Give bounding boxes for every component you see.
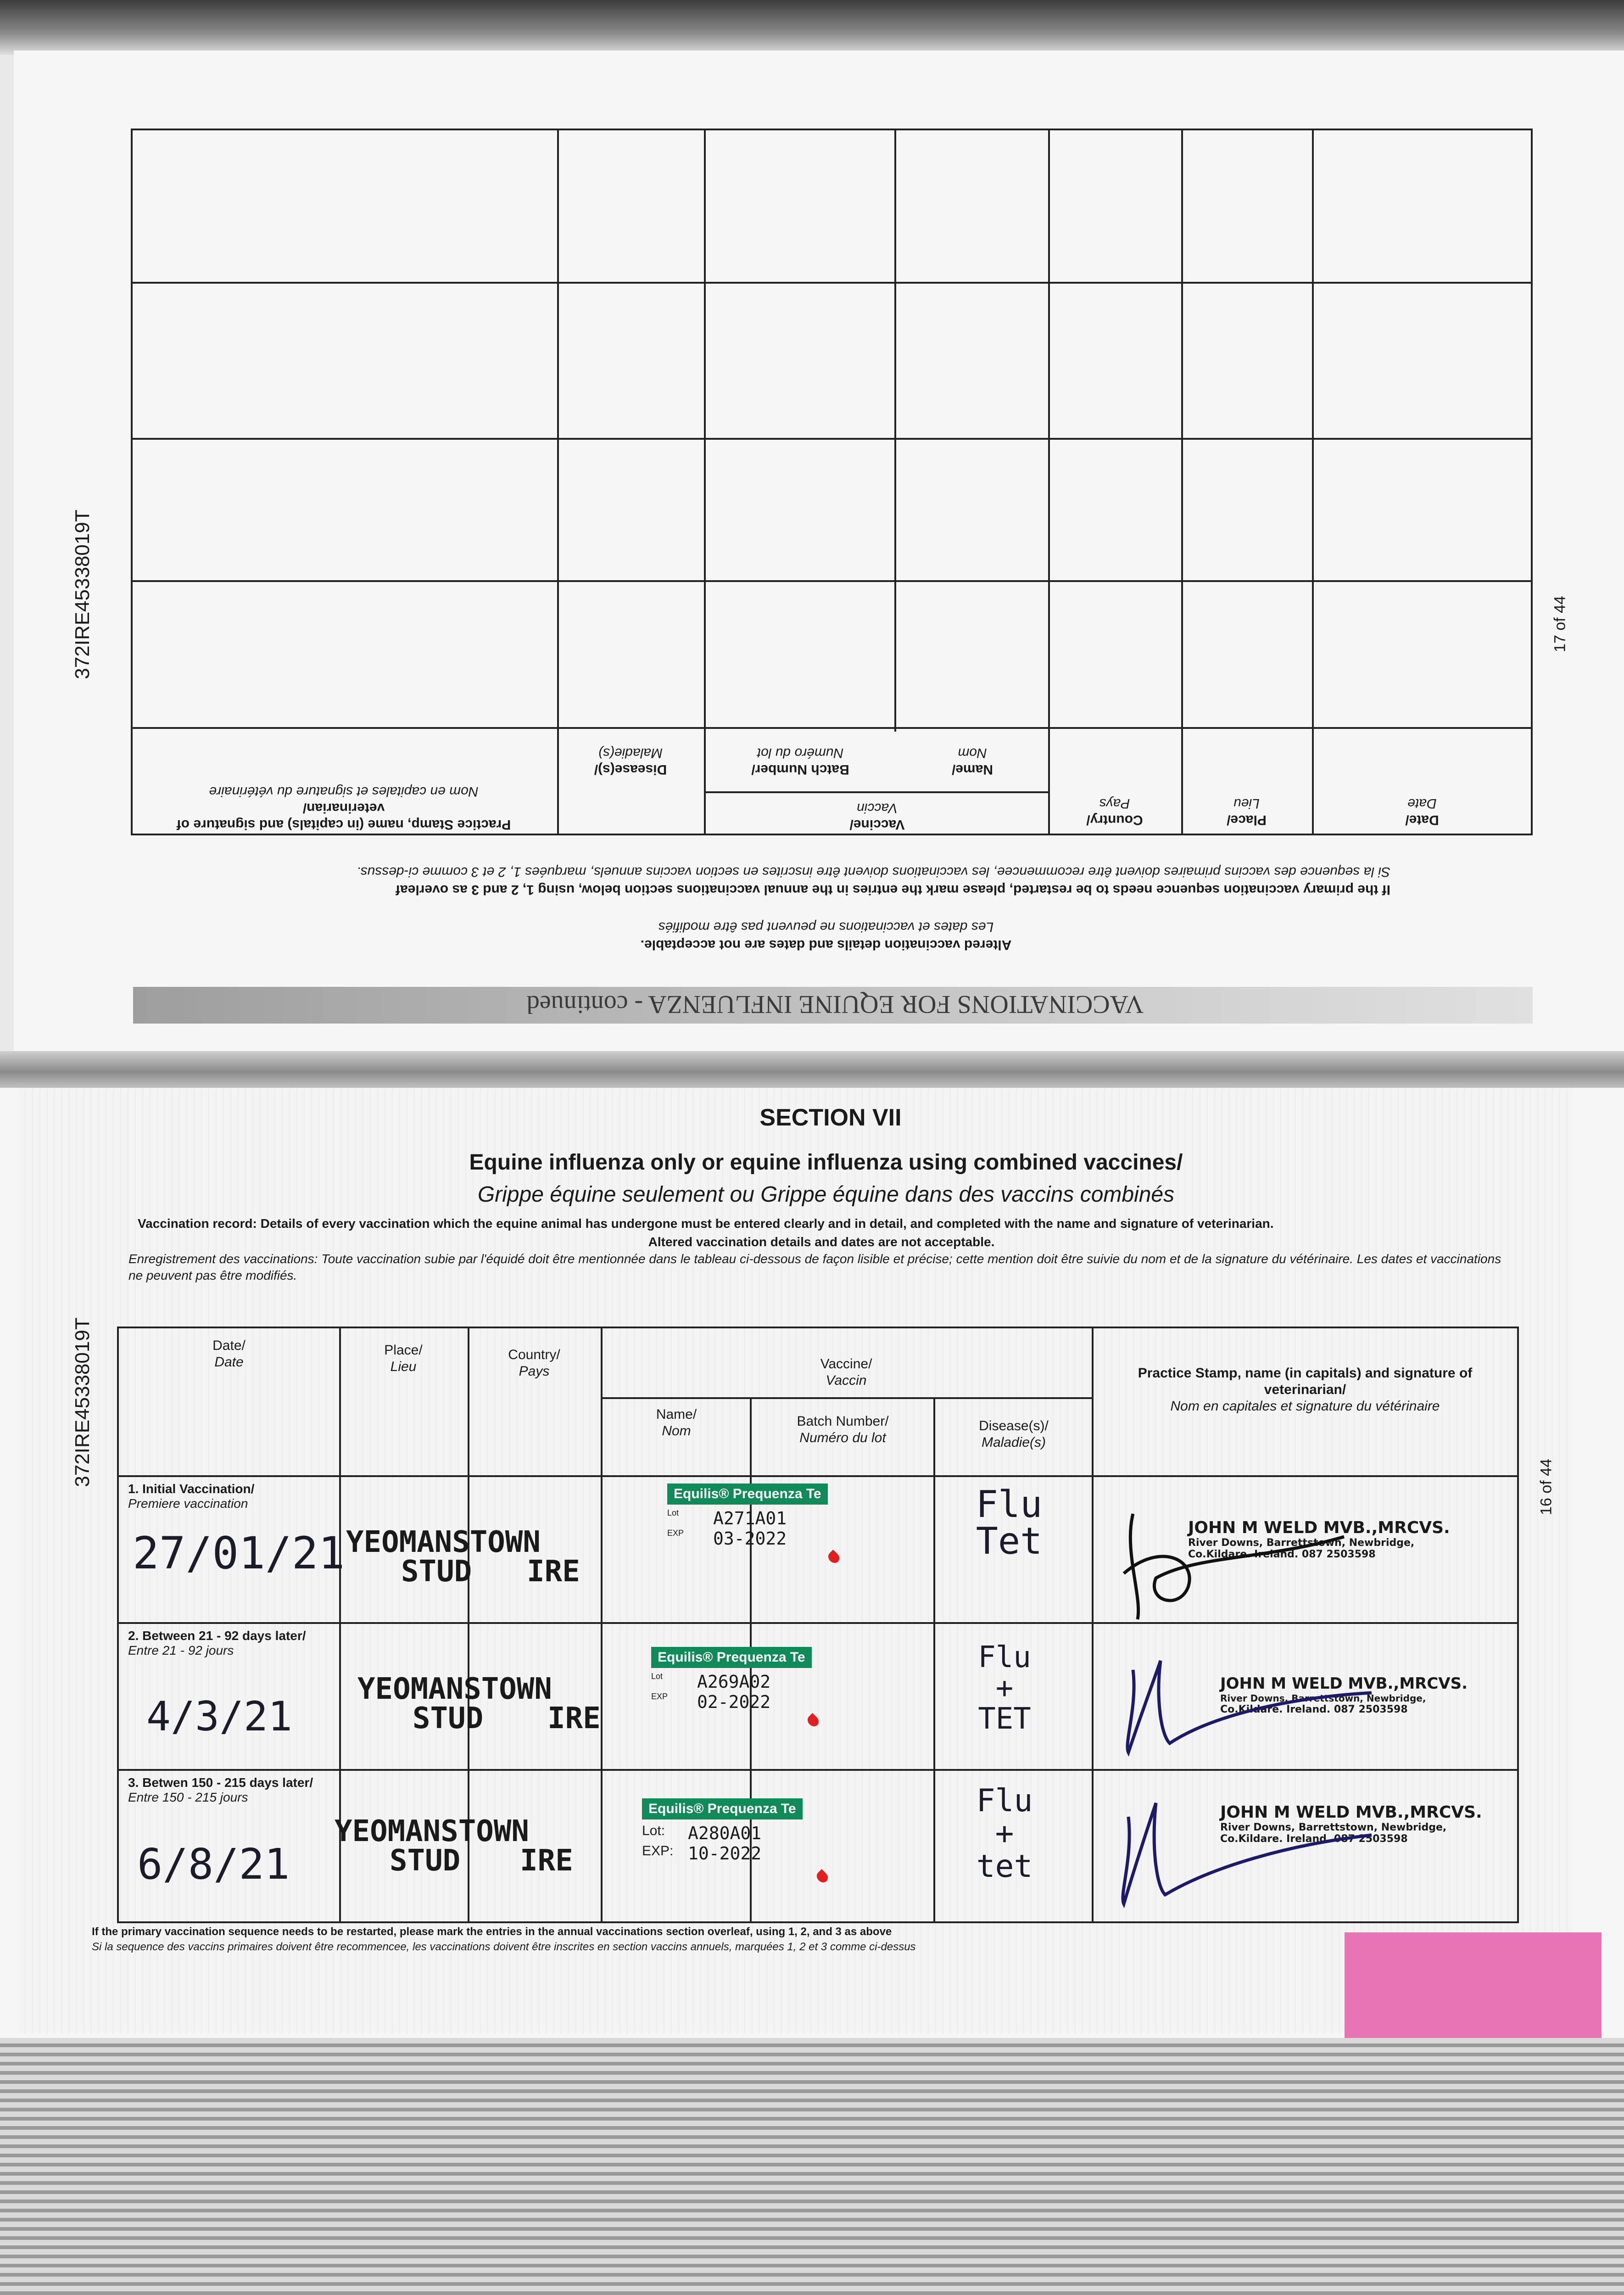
footnote-fr: Si la sequence des vaccins primaires doivent être recommencee, les vaccinations doivent être inscrites en section vaccins annuels, marquées 1, 2 et 3 comme ci-dessus xyxy=(92,1941,916,1953)
table-row xyxy=(119,1477,1517,1622)
header-name: Name/ Nom xyxy=(656,1407,697,1439)
table-row xyxy=(119,1771,1517,1922)
top-header-stamp: Practice Stamp, name (in capitals) and signature of veterinarian/ Nom en capitales et signature du vétérinaire xyxy=(176,784,511,832)
section-heading-fr: Grippe équine seulement ou Grippe équine dans des vaccins combinés xyxy=(477,1182,1175,1207)
header-disease: Disease(s)/ Maladie(s) xyxy=(979,1418,1049,1450)
header-vaccine: Vaccine/ Vaccin xyxy=(820,1356,872,1388)
vaccination-date: 27/01/21 xyxy=(133,1528,345,1579)
footnote-en: If the primary vaccination sequence needs to be restarted, please mark the entries in the annual vaccinations section overleaf, using 1, 2, and 3 as above xyxy=(92,1926,892,1938)
top-page-table xyxy=(131,129,1533,835)
scan-bottom-edge xyxy=(0,2038,1624,2295)
vet-signature xyxy=(1105,1642,1390,1762)
disease: Flu + TET xyxy=(978,1640,1031,1736)
page-gutter xyxy=(0,1051,1624,1092)
top-header-vaccine: Vaccine/ Vaccin xyxy=(849,800,905,832)
vet-stamp: JOHN M WELD MVB.,MRCVS. River Downs, Barrettstown, Newbridge, Co.Kildare. Ireland. 087 2503598 xyxy=(1220,1803,1482,1845)
vaccine-label-sticker: Equilis® Prequenza Te Lot A271A01 EXP 03-2022 xyxy=(667,1483,837,1549)
top-header-name: Name/ Nom xyxy=(951,745,993,777)
place-stamp: YEOMANSTOWN STUD IRE xyxy=(335,1814,573,1878)
drop-icon xyxy=(815,1869,830,1885)
header-stamp: Practice Stamp, name (in capitals) and signature of veterinarian/ Nom en capitales et signature du vétérinaire xyxy=(1138,1366,1473,1414)
bottom-id-code: 372IRE45338019T xyxy=(71,1317,94,1487)
top-altered-note: Altered vaccination details and dates are not acceptable. Les dates et vaccinations ne peuvent pas être modifiés xyxy=(640,919,1012,952)
header-date: Date/ Date xyxy=(212,1338,246,1370)
place-stamp: YEOMANSTOWN STUD IRE xyxy=(346,1525,580,1589)
vaccine-label-sticker: Equilis® Prequenza Te Lot A269A02 EXP 02-2022 xyxy=(651,1647,826,1712)
row-label: 3. Betwen 150 - 215 days later/ Entre 150 - 215 jours xyxy=(128,1775,313,1804)
vaccination-date: 4/3/21 xyxy=(146,1693,292,1740)
top-header-date: Date/ Date xyxy=(1405,796,1439,828)
top-page-number: 17 of 44 xyxy=(1551,596,1569,652)
vet-signature xyxy=(1096,1780,1390,1913)
vet-stamp: JOHN M WELD MVB.,MRCVS. River Downs, Barrettstown, Newbridge, Co.Kildare. Ireland. 087 2503598 xyxy=(1188,1518,1450,1560)
vaccination-date: 6/8/21 xyxy=(137,1840,290,1889)
vet-stamp: JOHN M WELD MVB.,MRCVS. River Downs, Barrettstown, Newbridge, Co.Kildare. Ireland. 087 2503598 xyxy=(1220,1674,1468,1715)
section-title: SECTION VII xyxy=(759,1104,902,1131)
sticky-note xyxy=(1345,1932,1602,2038)
top-banner-text: VACCINATIONS FOR EQUINE INFLUENZA - continued xyxy=(526,990,1144,1019)
top-id-code: 372IRE45338019T xyxy=(71,509,94,679)
section-heading-en: Equine influenza only or equine influenza using combined vaccines/ xyxy=(469,1150,1183,1175)
row-label: 1. Initial Vaccination/ Premiere vaccination xyxy=(128,1482,255,1511)
vaccine-label-sticker: Equilis® Prequenza Te Lot: A280A01 EXP: 10-2022 xyxy=(642,1798,835,1864)
top-header-country: Country/ Pays xyxy=(1086,796,1143,828)
table-row xyxy=(119,1624,1517,1769)
row-label: 2. Between 21 - 92 days later/ Entre 21 - 92 jours xyxy=(128,1629,306,1657)
altered-text-en: Altered vaccination details and dates are not acceptable. xyxy=(648,1235,995,1249)
disease: Flu Tet xyxy=(976,1483,1043,1562)
place-stamp: YEOMANSTOWN STUD IRE xyxy=(357,1672,601,1735)
record-text-en: Vaccination record: Details of every vaccination which the equine animal has undergone must be entered clearly and in detail, and completed with the name and signature of veterinarian. xyxy=(138,1216,1274,1231)
bottom-page-number: 16 of 44 xyxy=(1537,1459,1555,1515)
header-country: Country/ Pays xyxy=(508,1347,560,1379)
drop-icon xyxy=(805,1713,821,1729)
header-batch: Batch Number/ Numéro du lot xyxy=(797,1414,889,1445)
record-text-fr: Enregistrement des vaccinations: Toute vaccination subie par l'équidé doit être mentionnée dans le tableau ci-dessous de façon lisible et précise; cette mention doit être suivie du nom et de la signature du vétérinaire. Les dates et vaccinations ne peuvent pas être modifiés. xyxy=(128,1252,1501,1283)
vaccination-table xyxy=(117,1327,1519,1923)
top-restart-note: If the primary vaccination sequence needs to be restarted, please mark the entries in the annual vaccinations section below, using 1, 2 and 3 as overleaf Si la sequence des vaccins primaires doivent être recommencee, les vaccinations doivent être inscrites en section vaccins annuels, marquées 1, 2 et 3 comme ci-dessus. xyxy=(357,864,1390,897)
top-header-place: Place/ Lieu xyxy=(1227,796,1267,828)
drop-icon xyxy=(826,1550,842,1565)
disease: Flu + tet xyxy=(976,1783,1033,1885)
vet-signature xyxy=(1105,1505,1381,1624)
top-header-batch: Batch Number/ Numéro du lot xyxy=(751,745,849,777)
top-header-disease: Disease(s)/ Maladie(s) xyxy=(594,745,667,777)
header-place: Place/ Lieu xyxy=(384,1343,423,1374)
scan-top-edge xyxy=(0,0,1624,55)
